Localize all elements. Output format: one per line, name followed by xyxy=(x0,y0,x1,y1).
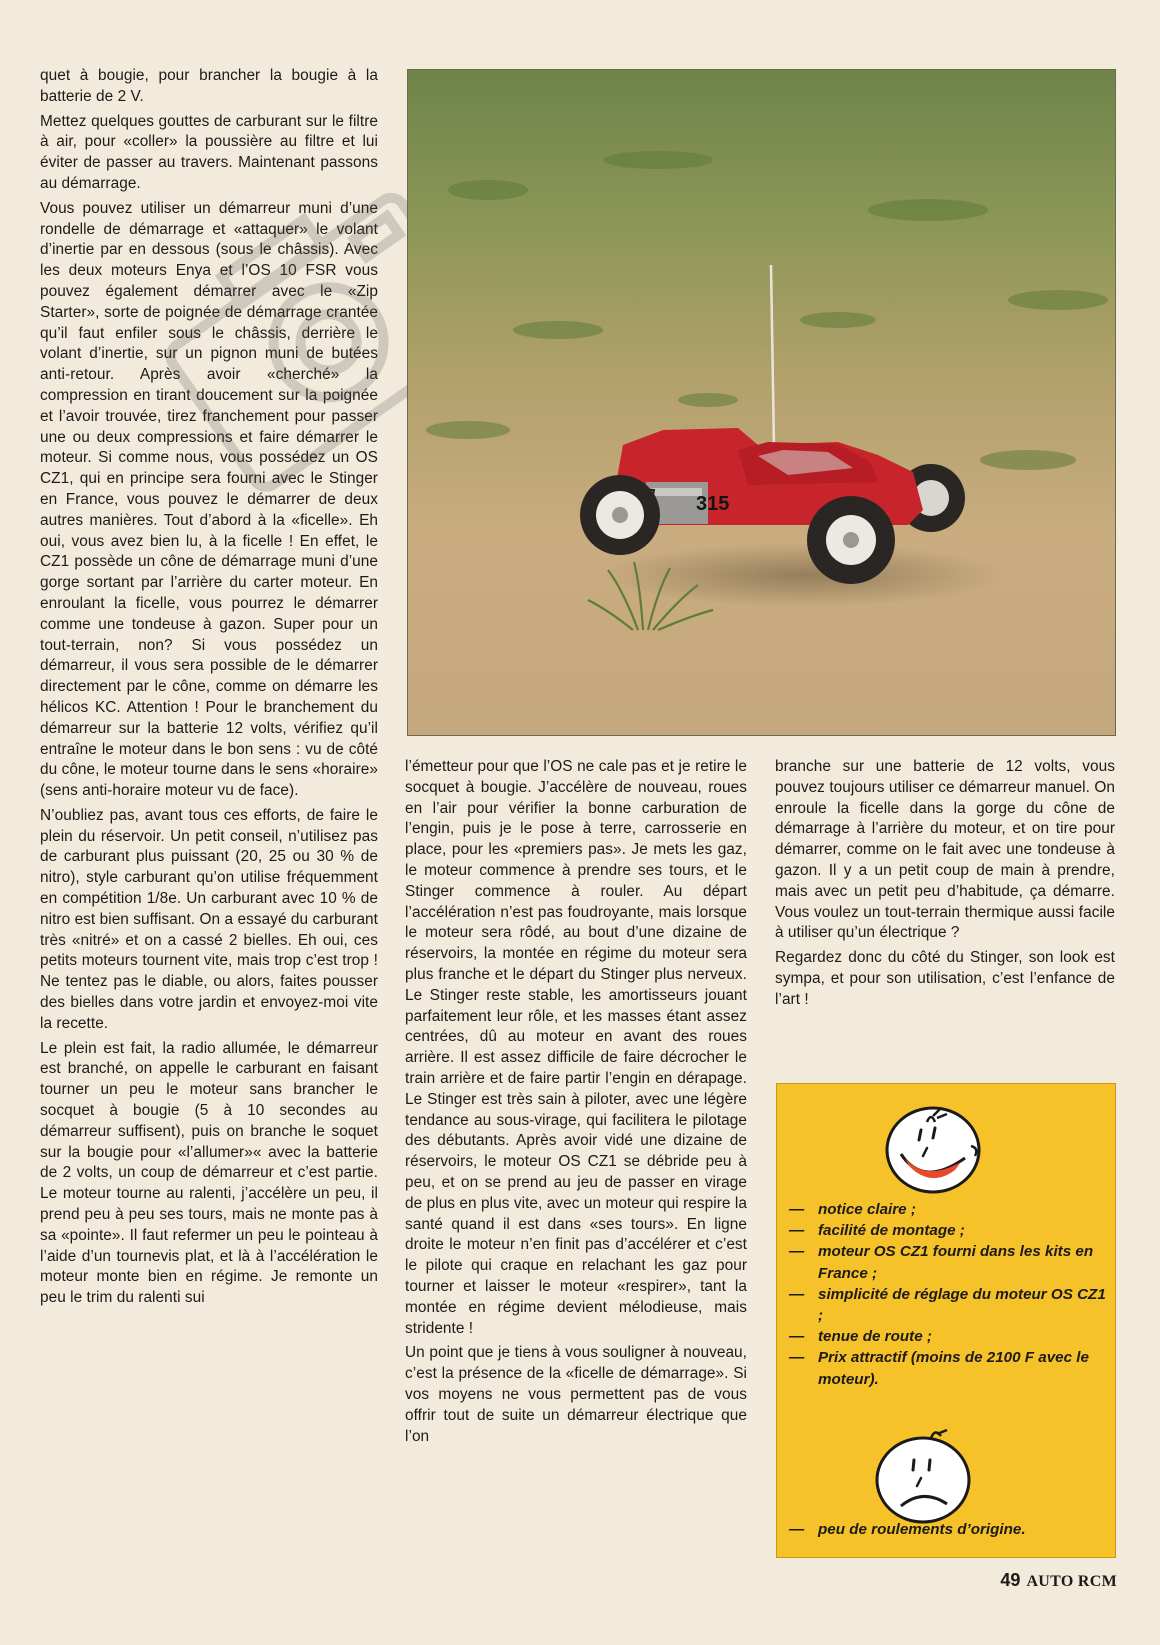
pros-item: — facilité de montage ; xyxy=(789,1220,1109,1241)
cons-item: — peu de roulements d’origine. xyxy=(789,1519,1109,1540)
article-column-left xyxy=(40,66,378,1309)
article-column-middle xyxy=(405,757,747,1447)
verdict-box xyxy=(776,1083,1116,1558)
sad-face-icon xyxy=(865,1424,985,1529)
page-footer xyxy=(1000,1570,1117,1591)
paragraph: Vous pouvez utiliser un démarreur muni d’une rondelle de démarrage et «attaquer» le volant d’inertie par en dessous (sous le châssis). Avec les deux moteurs Enya et l’OS 10 FSR vous pouvez également démarrer avec le «Zip Starter», sorte de poignée de démarrage crantée qu’il faut enfiler sous le châssis, derrière le volant d’inertie, sur un pignon muni de butées anti-retour. Après avoir «cherché» la compression en tirant doucement sur la poignée et l’avoir trouvée, tirez franchement pour passer une ou deux compressions et faire démarrer le moteur. Si comme nous, vous possédez un OS CZ1, qui en principe sera fourni avec le Stinger en France, vous pouvez le démarrer de deux autres manières. Tout d’abord à la «ficelle». Eh oui, vous avez bien lu, à la ficelle ! En effet, le CZ1 possède un cône de démarrage muni d’une gorge sortant par l’arrière du carter moteur. En enroulant la ficelle, vous pourrez le démarrer comme une tondeuse à gazon. Super pour un tout-terrain, non? Si vous possédez un démarreur, il vous sera possible de le démarrer directement par le cône, comme on démarre les hélicos KC. Attention ! Pour le branchement du démarreur sur la batterie 12 volts, vérifiez qu’il entraîne le moteur dans le bon sens : vu de côté du cône, le moteur tourne dans le sens «horaire» (sens anti-horaire moteur vu de face). xyxy=(40,199,378,800)
paragraph: Regardez donc du côté du Stinger, son look est sympa, et pour son utilisation, c’est l’enfance de l’art ! xyxy=(775,949,1115,1008)
paragraph: quet à bougie, pour brancher la bougie à la batterie de 2 V. xyxy=(40,67,378,105)
paragraph: N’oubliez pas, avant tous ces efforts, de faire le plein du réservoir. Un petit conseil, n’utilisez pas de carburant plus puissant (20, 25 ou 30 % de nitro), style carburant qu’on utilise fréquemment en compétition 1/8e. Un carburant avec 10 % de nitro est bien suffisant. On a essayé du carburant très «nitré» et on a cassé 2 bielles. Eh oui, ces petits moteurs tournent vite, mais trop c’est trop ! Ne tentez pas le diable, ou alors, faites pousser des bielles dans votre jardin et envoyez-moi vite la recette. xyxy=(40,806,378,1032)
paragraph: l’émetteur pour que l’OS ne cale pas et je retire le socquet à bougie. J’accélère de nouveau, roues en l’air pour vérifier la bonne carburation de l’engin, puis je le pose à terre, carrosserie en place, pour les «premiers pas». Je mets les gaz, le moteur commence à prendre ses tours, et le Stinger commence à rouler. Au départ l’accélération n’est pas foudroyante, mais lorsque le moteur sera rôdé, au bout d’une dizaine de réservoirs, la montée en régime du moteur sera plus franche et le départ du Stinger plus nerveux. Le Stinger reste stable, les amortisseurs jouant parfaitement leur rôle, et les masses étant assez centrées, dû au moteur en avant des roues arrière. Il est assez difficile de faire décrocher le train arrière et de faire partir l’engin en dérapage. Le Stinger est très sain à piloter, avec une légère tendance au sous-virage, qui facilitera le pilotage des débutants. Après avoir vidé une dizaine de réservoirs, le moteur OS CZ1 se débride peu à peu, et on se prend au jeu de passer en virage de plus en plus vite, avec un moteur qui respire la santé quand il est dans «ses tours». En ligne droite le moteur n’en finit pas d’accélérer et c’est le pilote qui craque en relachant les gaz pour tourner et laisser le moteur «respirer», tant la montée en régime devient mélodieuse, mais stridente ! xyxy=(405,758,747,1337)
paragraph: Mettez quelques gouttes de carburant sur le filtre à air, pour «coller» la poussière au filtre et lui éviter de passer au travers. Maintenant passons au démarrage. xyxy=(40,112,378,192)
pros-item: — tenue de route ; xyxy=(789,1326,1109,1347)
article-column-right xyxy=(775,757,1115,1011)
buggy-photo xyxy=(407,69,1116,736)
paragraph: Le plein est fait, la radio allumée, le démarreur est branché, on appelle le carburant en faisant tourner un peu le moteur sans brancher le socquet à bougie (5 à 10 secondes au démarreur suffisent), puis on branche le soquet sur la bougie pour «l’allumer»« avec la batterie de 2 volts, un coup de démarreur et c’est partie. Le moteur tourne au ralenti, j’accélère un peu, il prend peu à peu ses tours, mais ne monte pas à sa «pointe». Il faut refermer un peu le pointeau à l’aide d’un tournevis plat, et là à l’accélération le moteur monte bien en régime. Je remonte un peu le trim du ralenti sui xyxy=(40,1039,378,1307)
pros-item: — moteur OS CZ1 fourni dans les kits en France ; xyxy=(789,1241,1109,1283)
page-number: 49 xyxy=(1000,1570,1021,1590)
magazine-name: AUTO RCM xyxy=(1026,1573,1117,1590)
pros-list xyxy=(789,1199,1109,1390)
paragraph: Un point que je tiens à vous souligner à nouveau, c’est la présence de la «ficelle de démarrage». Si vos moyens ne vous permettent pas de vous offrir tout de suite un démarreur électrique que l’on xyxy=(405,1344,747,1445)
pros-item: — notice claire ; xyxy=(789,1199,1109,1220)
paragraph: branche sur une batterie de 12 volts, vous pouvez toujours utiliser ce démarreur manuel. On enroule la ficelle dans la gorge du cône de démarrage à l’arrière du moteur, et on tire pour démarrer, comme on le fait avec une tondeuse à gazon. Il y a un petit coup de main à prendre, mais avec un petit peu d’habitude, ça démarre. Vous voulez un tout-terrain thermique aussi facile à utiliser qu’un électrique ? xyxy=(775,758,1115,942)
happy-face-icon xyxy=(875,1092,995,1200)
car-number: 315 xyxy=(696,493,730,515)
pros-item: — simplicité de réglage du moteur OS CZ1 ; xyxy=(789,1284,1109,1326)
pros-item: — Prix attractif (moins de 2100 F avec le moteur). xyxy=(789,1347,1109,1389)
cons-list xyxy=(789,1519,1109,1540)
